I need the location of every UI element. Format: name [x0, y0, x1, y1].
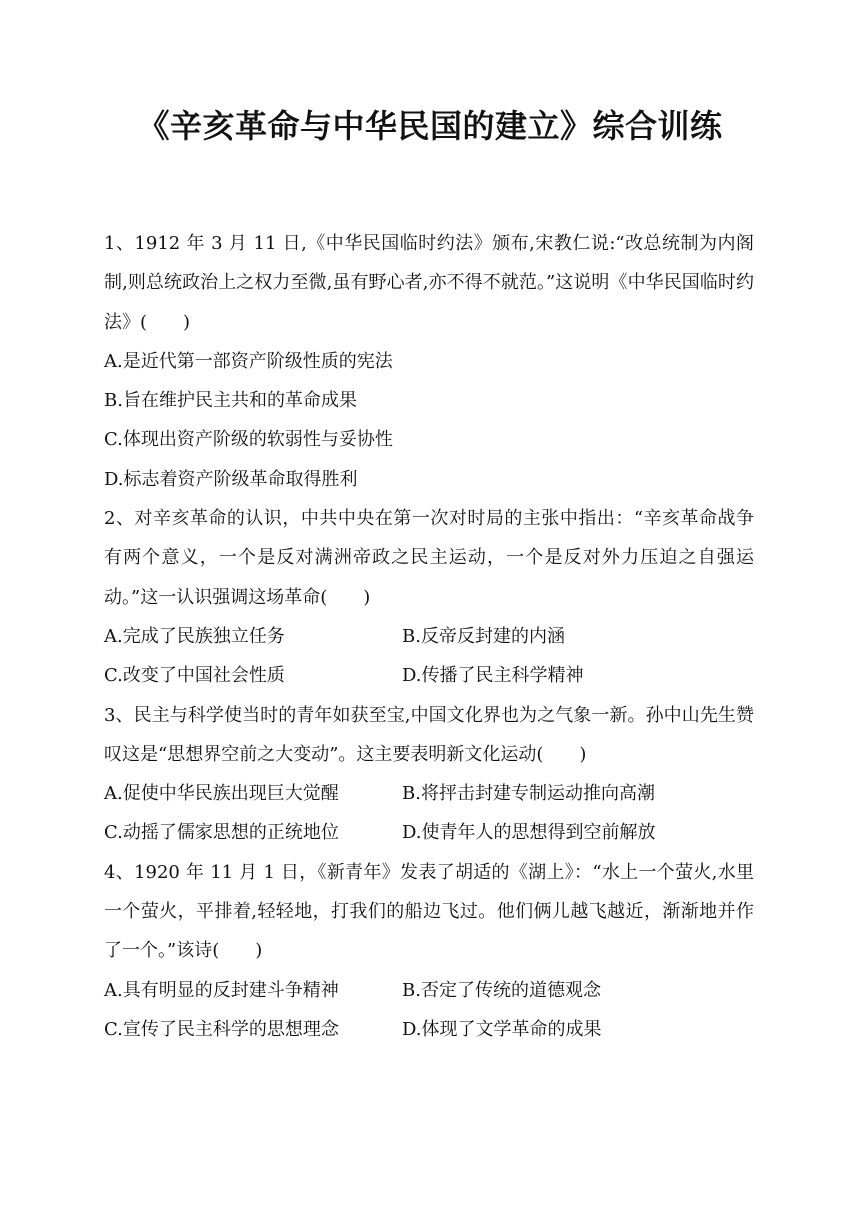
option-a: A.促使中华民族出现巨大觉醒 [104, 783, 339, 805]
question-stem: 2、对辛亥革命的认识，中共中央在第一次对时局的主张中指出：“辛亥革命战争有两个意义，一个是反对满洲帝政之民主运动，一个是反对外力压迫之自强运动。”这一认识强调这场革命( ) [104, 508, 754, 608]
question-4 [104, 853, 754, 1049]
question-stem: 3、民主与科学使当时的青年如获至宝,中国文化界也为之气象一新。孙中山先生赞叹这是“思想界空前之大变动”。这主要表明新文化运动( ) [104, 704, 754, 765]
option-a: A.具有明显的反封建斗争精神 [104, 979, 339, 1001]
page-title: 《辛亥革命与中华民国的建立》综合训练 [137, 107, 723, 145]
option-row [104, 813, 754, 852]
option-b: B.将抨击封建专制运动推向高潮 [402, 783, 655, 805]
option-row [104, 774, 754, 813]
option-c: C.体现出资产阶级的软弱性与妥协性 [104, 429, 393, 451]
option-b: B.否定了传统的道德观念 [402, 979, 601, 1001]
option-b: B.反帝反封建的内涵 [402, 625, 565, 647]
option-c: C.改变了中国社会性质 [104, 665, 285, 687]
option-d: D.体现了文学革命的成果 [402, 1018, 602, 1040]
option-row [104, 656, 754, 695]
question-stem: 4、1920 年 11 月 1 日，《新青年》发表了胡适的《湖上》：“水上一个萤火,水里一个萤火，平排着,轻轻地，打我们的船边飞过。他们俩儿越飞越近，渐渐地并作了一个。”该诗( ) [104, 861, 754, 962]
option-row [104, 617, 754, 656]
question-list [104, 224, 754, 1049]
option-b: B.旨在维护民主共和的革命成果 [104, 390, 357, 412]
option-c: C.动摇了儒家思想的正统地位 [104, 822, 339, 844]
option-d: D.标志着资产阶级革命取得胜利 [104, 468, 358, 490]
option-a: A.完成了民族独立任务 [104, 625, 285, 647]
option-d: D.使青年人的思想得到空前解放 [402, 822, 656, 844]
option-c: C.宣传了民主科学的思想理念 [104, 1018, 339, 1040]
question-stem: 1、1912 年 3 月 11 日,《中华民国临时约法》颁布,宋教仁说:“改总统制为内阁制,则总统政治上之权力至微,虽有野心者,亦不得不就范。”这说明《中华民国临时约法》( ) [104, 233, 754, 333]
option-row [104, 1010, 754, 1049]
question-1 [104, 224, 754, 499]
option-d: D.传播了民主科学精神 [402, 665, 584, 687]
question-2 [104, 499, 754, 695]
option-a: A.是近代第一部资产阶级性质的宪法 [104, 350, 393, 372]
option-row [104, 971, 754, 1010]
question-3 [104, 696, 754, 853]
